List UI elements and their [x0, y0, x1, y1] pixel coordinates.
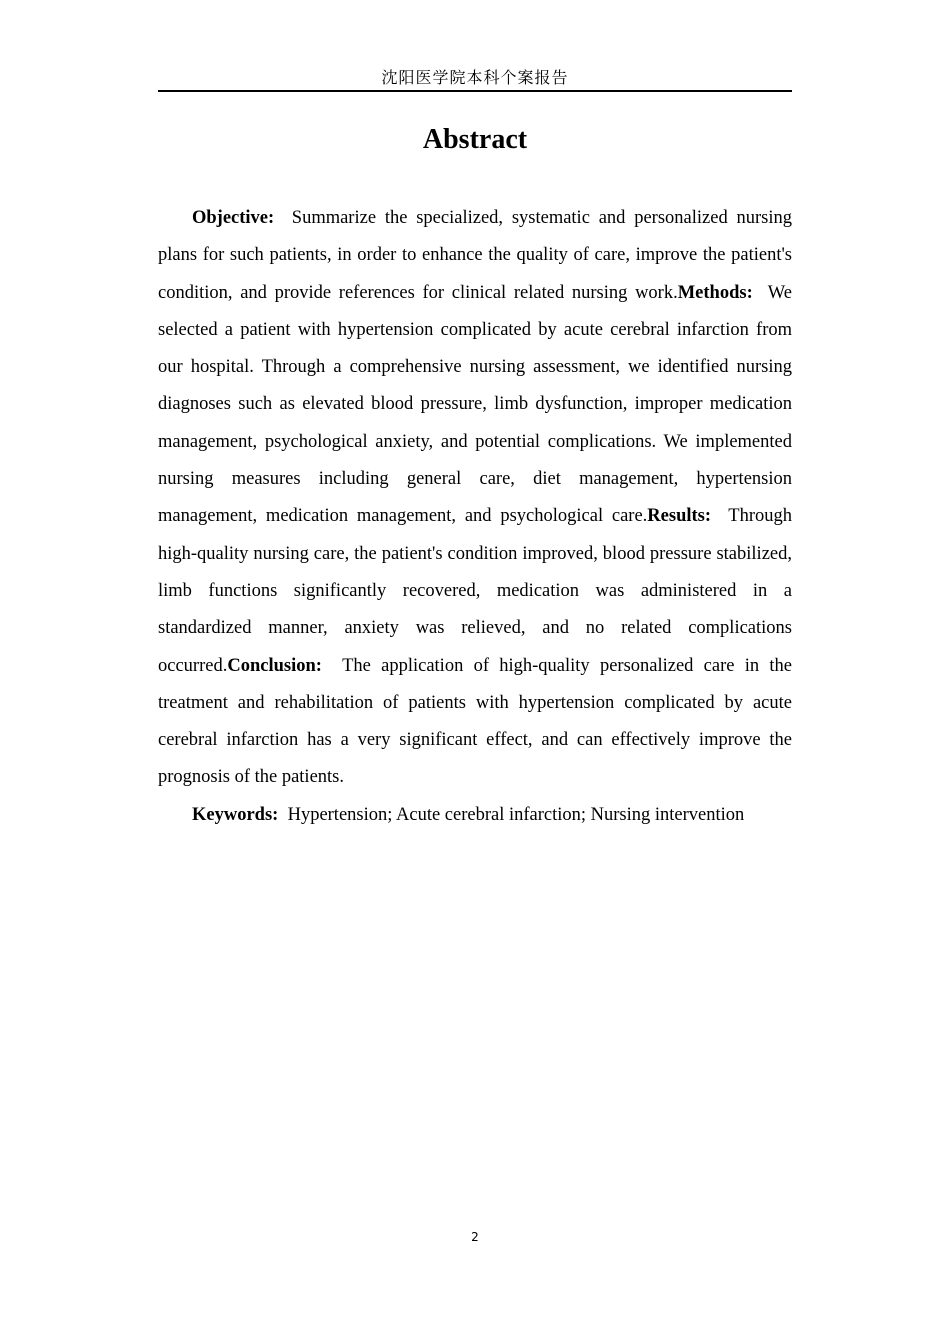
conclusion-text: The application of high-quality personalized care in the treatment and rehabilitation of patients with hypertension complicated by acute cerebral infarction has a very significant effect, and can effectively improve the prognosis of the patients. [158, 655, 792, 788]
keywords-line [158, 797, 792, 834]
objective-text: Summarize the specialized, systematic and personalized nursing plans for such patients, in order to enhance the quality of care, improve the patient's condition, and provide references for clinical related nursing work. [158, 208, 792, 303]
running-header: 沈阳医学院本科个案报告 [381, 68, 569, 87]
conclusion-label: Conclusion: [227, 655, 322, 676]
methods-label: Methods: [677, 282, 753, 303]
results-text: Through high-quality nursing care, the patient's condition improved, blood pressure stabilized, limb functions significantly recovered, medication was administered in a standardized manner, anxiety was relieved, and no related complications occurred. [158, 506, 792, 676]
header-rule [158, 90, 792, 92]
results-label: Results: [647, 506, 712, 527]
methods-text: We selected a patient with hypertension complicated by acute cerebral infarction from our hospital. Through a comprehensive nursing assessment, we identified nursing diagnoses such as elevated blood pressure, limb dysfunction, improper medication management, psychological anxiety, and potential complications. We implemented nursing measures including general care, diet management, hypertension management, medication management, and psychological care. [158, 282, 792, 527]
abstract-paragraph [158, 200, 792, 797]
page-title: Abstract [422, 124, 528, 155]
objective-label: Objective: [192, 208, 275, 228]
keywords-label: Keywords: [192, 805, 279, 825]
page-number: 2 [471, 1230, 479, 1244]
keywords-text: Hypertension; Acute cerebral infarction; Nursing intervention [287, 805, 745, 825]
